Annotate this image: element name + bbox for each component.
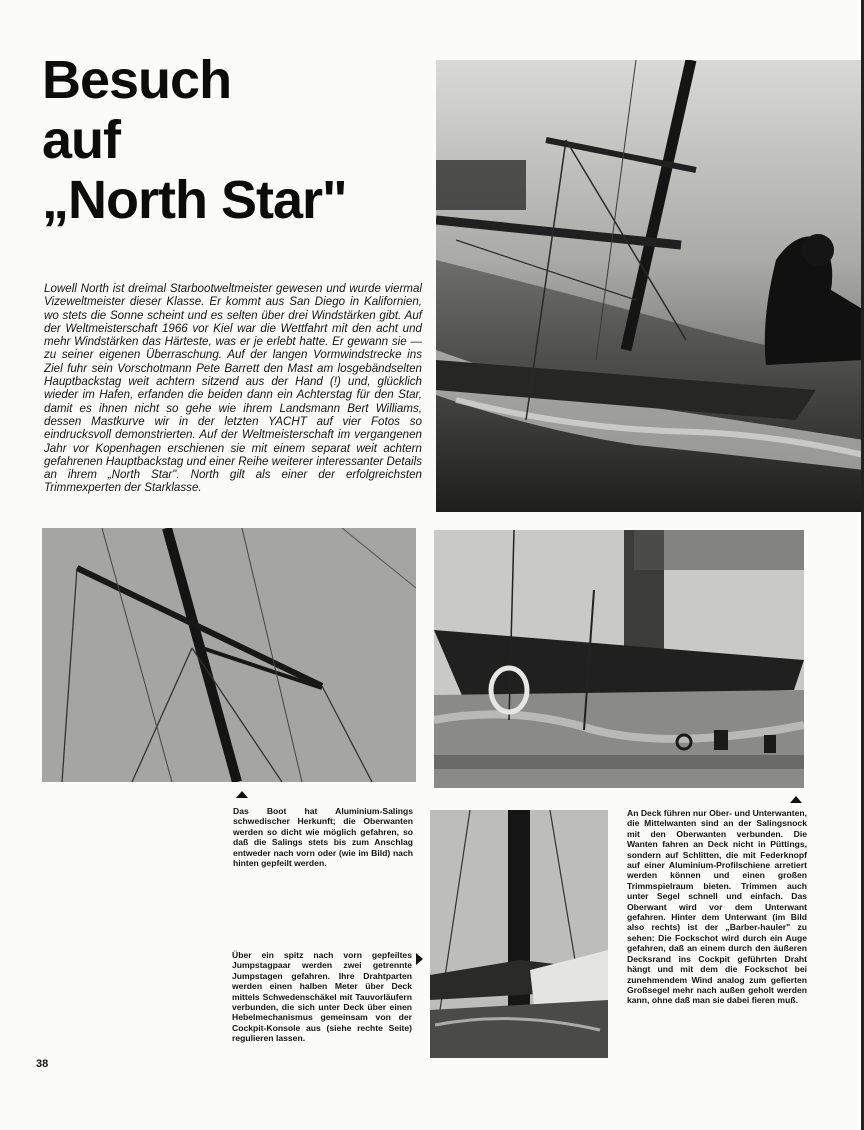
caption-arrow-right-icon bbox=[416, 953, 423, 965]
page-number: 38 bbox=[36, 1058, 49, 1070]
caption-jumpstag: Über ein spitz nach vorn gepfeiltes Jumpstagpaar werden zwei getrennte Jumpstagen gefahren. Ihre Drahtparten werden einen halben Meter über Deck mittels Schwedenschäkel mit Tauvorläufern verbunden, die sich unter Deck über einen Hebelmechanismus gemeinsam von der Cockpit-Konsole aus (siehe rechte Seite) regulieren lassen. bbox=[232, 950, 412, 1044]
intro-paragraph: Lowell North ist dreimal Starbootweltmeister gewesen und wurde viermal Vizeweltmeister dieser Klasse. Er kommt aus San Diego in Kalifornien, wo stets die Sonne scheint und es selten über drei Windstärken gibt. Auf der Weltmeisterschaft 1966 vor Kiel war die Wettfahrt mit den acht und mehr Windstärken das Härteste, was er je erlebt hatte. Er gewann sie — zu seiner eigenen Überraschung. Auf der langen Vormwindstrecke ins Ziel fuhr sein Vorschotmann Pete Barrett den Mast am losgebändselten Hauptbackstag weit achtern sitzend aus der Hand (!) und, glücklich wieder im Hafen, erfanden die beiden dann ein Achterstag für den Star, damit es ihnen nicht so gehe wie ihrem Landsmann Bert Williams, dessen Mastkurve wir in der letzten YACHT auf vier Fotos so eindrucksvoll demonstrierten. Auf der Weltmeisterschaft im vergangenen Jahr vor Kopenhagen erschienen sie mit einem separat weit achtern gefahrenen Hauptbackstag und einer Reihe weiterer interessanter Details an ihrem „North Star". North gilt als einer der erfolgreichsten Trimmexperten der Starklasse. bbox=[44, 282, 422, 495]
photo-jumpstag-mast bbox=[430, 810, 608, 1058]
headline-line-2: auf bbox=[42, 110, 120, 170]
caption-deck: An Deck führen nur Ober- und Unterwanten, die Mittelwanten sind an der Salingsnock mit den Oberwanten verbunden. Die Wanten fahren an Deck nicht in Püttings, sondern auf Schlitten, die mit Federknopf auf einer Aluminium-Profilschiene arretiert werden können und einen großen Trimmspielraum bieten. Trimmen auch unter Segel schnell und einfach. Das Oberwant wird vor dem Unterwant gefahren. Hinter dem Unterwant (im Bild also rechts) ist der „Barber-hauler" zu sehen: Die Fockschot wird durch ein Auge gefahren, daß an einem durch den äußeren Decksrand ins Cockpit geführten Draht hängt und mit dem die Fockschot bei zunehmendem Wind analog zum gefierten Großsegel mehr nach außen geholt werden kann, ohne daß man sie dabei fieren muß. bbox=[627, 808, 808, 1006]
headline bbox=[42, 50, 442, 230]
photo-mast-salings bbox=[42, 528, 416, 782]
photo-starboat-sailing bbox=[436, 60, 864, 512]
headline-line-3: „North Star" bbox=[42, 170, 347, 230]
caption-arrow-up-icon bbox=[790, 796, 802, 803]
caption-salings: Das Boot hat Aluminium-Salings schwedischer Herkunft; die Oberwanten werden so dicht wie möglich gefahren, so daß die Salings stets bis zum Anschlag entweder nach vorn oder (wie im Bild) nach hinten gepfeilt werden. bbox=[233, 806, 413, 869]
caption-arrow-up-icon bbox=[236, 791, 248, 798]
headline-line-1: Besuch bbox=[42, 50, 232, 110]
photo-deck-fittings bbox=[434, 530, 804, 788]
